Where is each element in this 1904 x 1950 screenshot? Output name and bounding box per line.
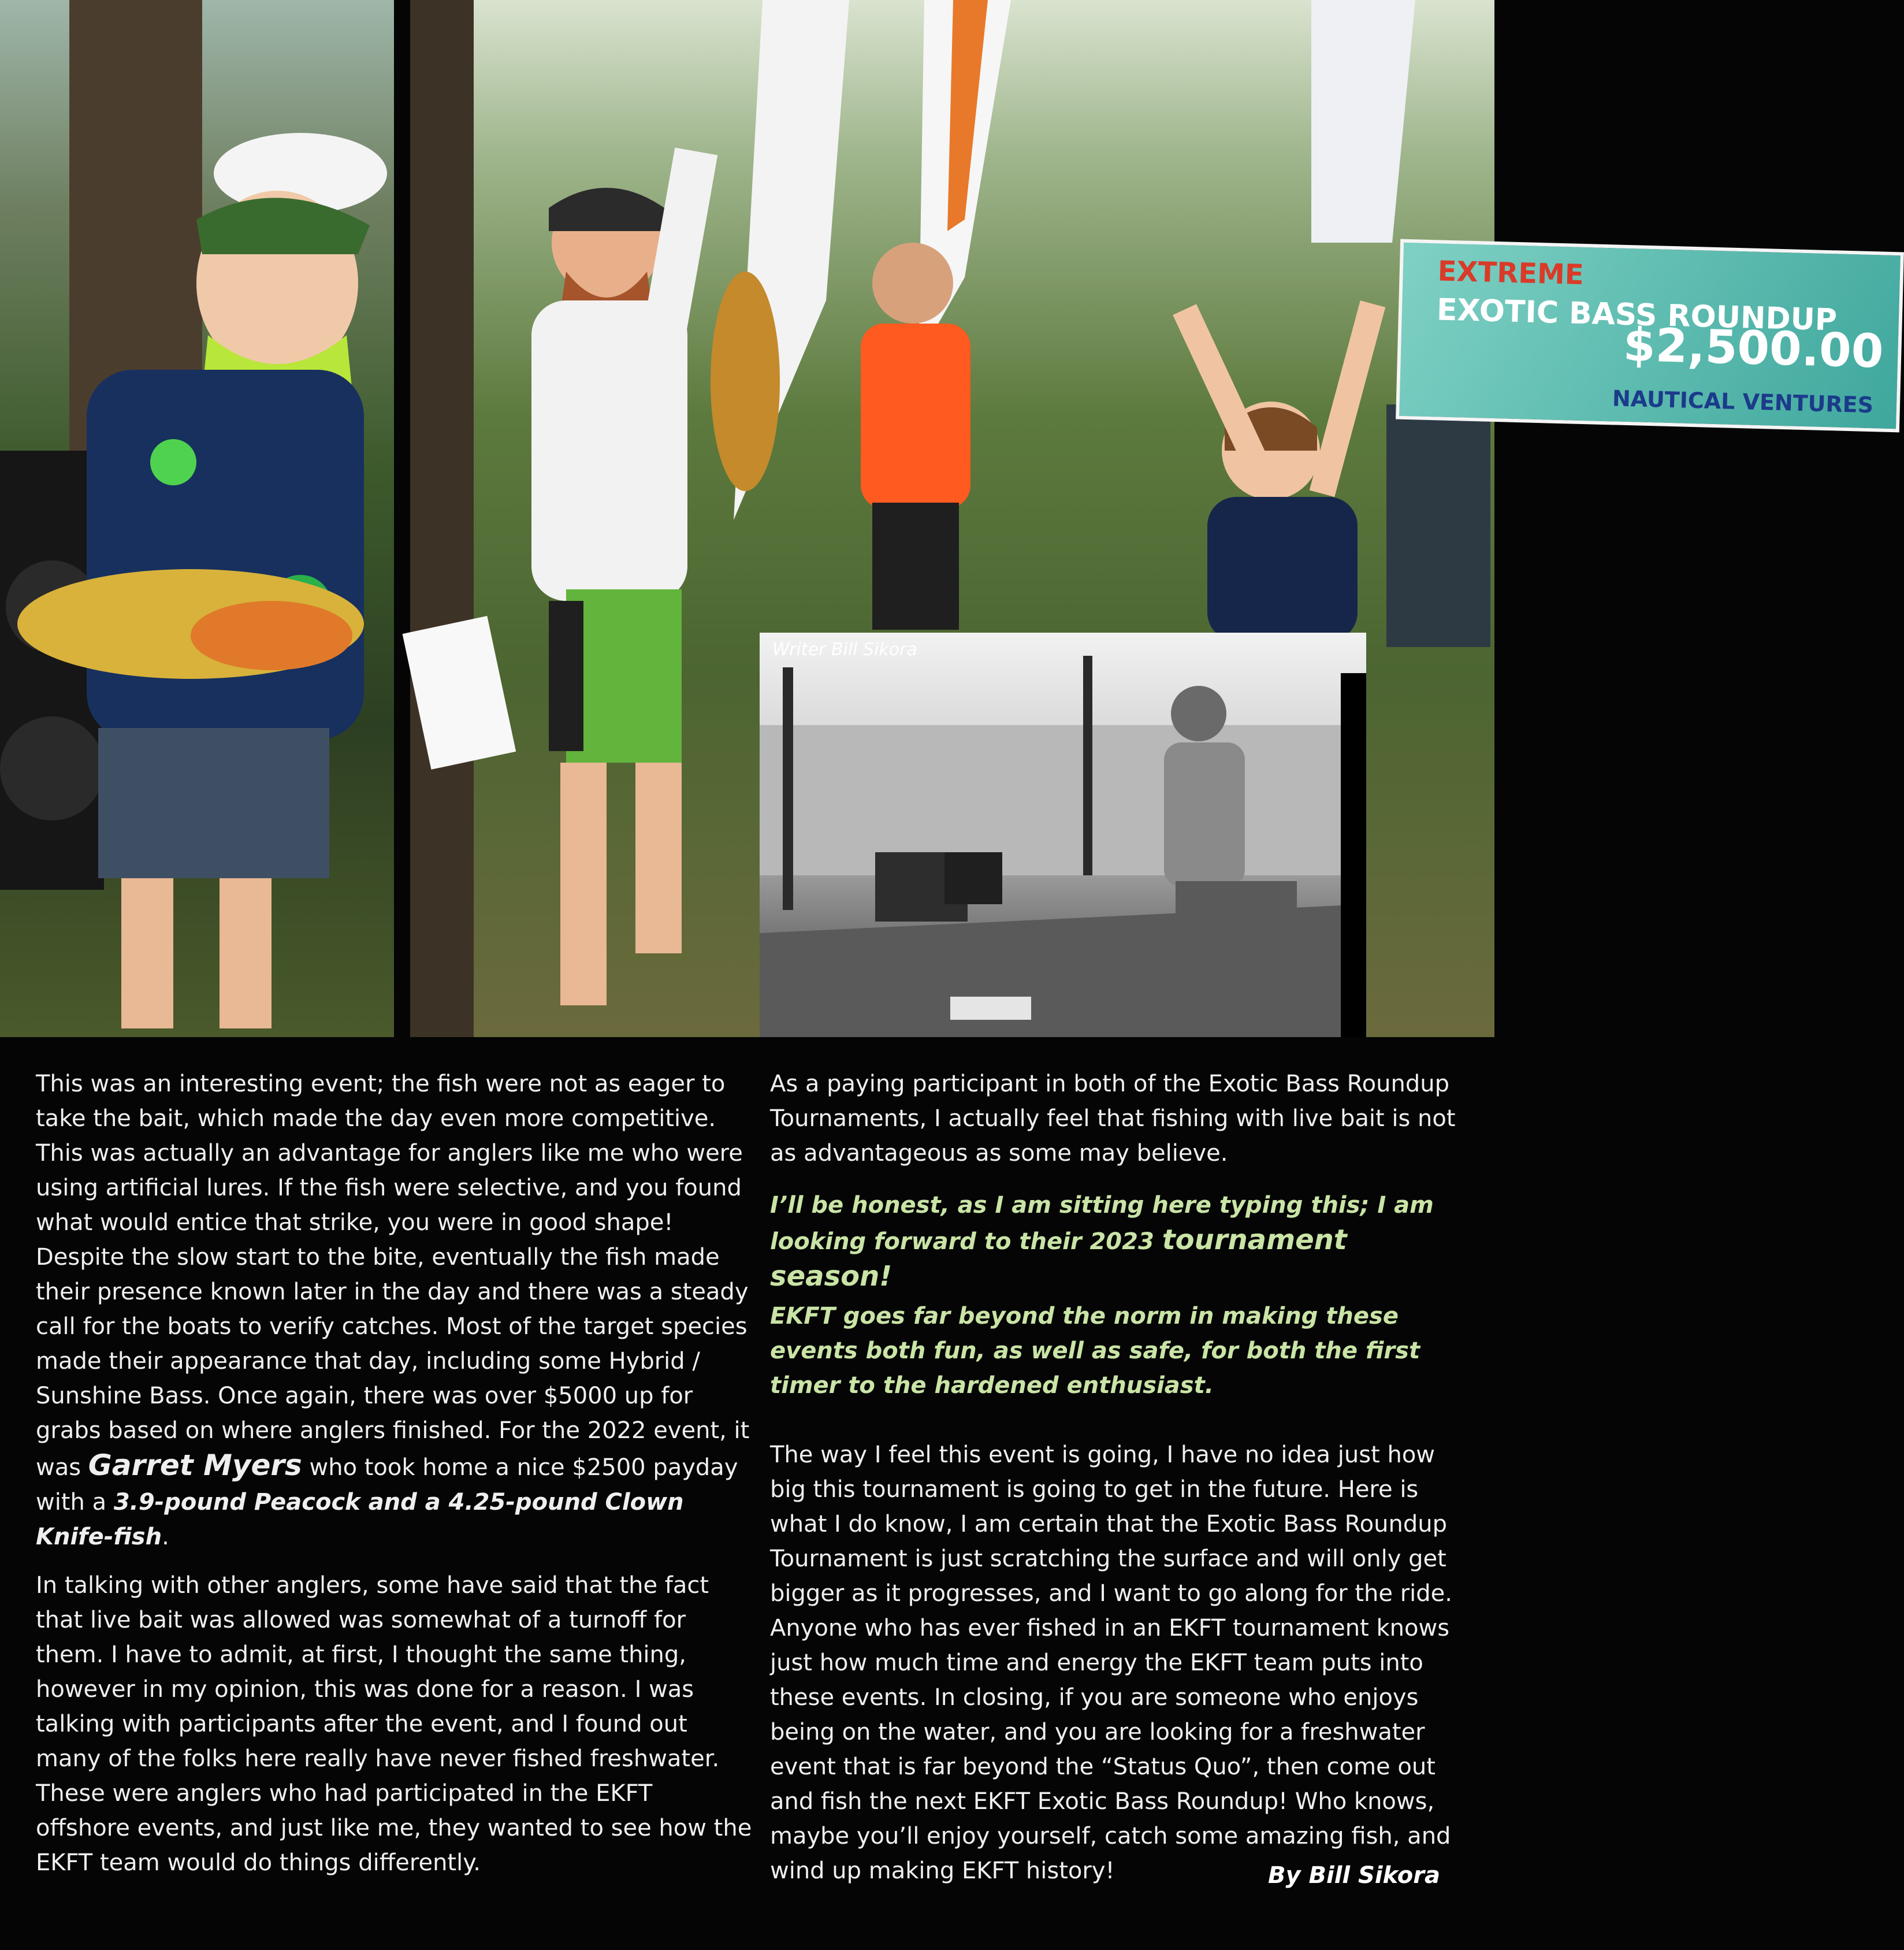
- article-column-left: [36, 1067, 752, 1880]
- pull-quote-text: I’ll be honest, as I am sitting here typing this; I am looking forward to their 2023: [770, 1192, 1434, 1255]
- writer-kayak-photo: [760, 633, 1366, 1037]
- winner-name: Garret Myers: [88, 1448, 302, 1482]
- pull-quote: [770, 1188, 1478, 1295]
- photo-writer-inset: [760, 633, 1366, 1037]
- photo-boy-with-peacock-bass: [0, 0, 394, 1037]
- paragraph: In talking with other anglers, some have said that the fact that live bait was allowed was somewhat of a turnoff for them. I have to admit, at first, I thought the same thing, however in my opinion, this was done for a reason. I was talking with participants after the event, and I found out many of the folks here really have never fished freshwater. These were anglers who had participated in the EKFT offshore events, and just like me, they wanted to see how the EKFT team would do things differently.: [36, 1572, 752, 1876]
- paragraph-text: .: [162, 1524, 169, 1550]
- paragraph-text: who took home a nice $2500 payday with a: [36, 1454, 738, 1516]
- writer-kayak-illustration: [760, 633, 1366, 1037]
- winning-catch: 3.9-pound Peacock and a 4.25-pound Clown Knife-fish: [36, 1489, 684, 1550]
- boy-with-fish-illustration: [0, 0, 394, 1037]
- paragraph: As a paying participant in both of the Exotic Bass Roundup Tournaments, I actually feel that fishing with live bait is not as advantageous as some may believe.: [770, 1071, 1456, 1167]
- check-amount: $2,500.00: [1622, 317, 1884, 378]
- byline: By Bill Sikora: [1268, 1862, 1440, 1889]
- check-brand: EXTREME: [1437, 255, 1585, 291]
- prize-check: [1396, 239, 1904, 433]
- pull-quote-emphasis: tournament season!: [770, 1224, 1347, 1292]
- paragraph-text: This was an interesting event; the fish were not as eager to take the bait, which made the day even more competitive. This was actually an advantage for anglers like me who were using artificial lures. If the fish were selective, and you found what would entice that strike, you were in good shape! Despite the slow start to the bite, eventually the fish made their presence known later in the day and there was a steady call for the boats to verify catches. Most of the target species made their appearance that day, including some Hybrid / Sunshine Bass. Once again, there was over $5000 up for grabs based on where anglers finished. For the 2022 event, it was: [36, 1071, 750, 1481]
- check-title: EXOTIC BASS ROUNDUP: [1436, 292, 1838, 338]
- inset-caption: Writer Bill Sikora: [772, 640, 917, 660]
- check-sponsor: NAUTICAL VENTURES: [1612, 385, 1874, 418]
- paragraph: The way I feel this event is going, I have no idea just how big this tournament is going to get in the future. Here is what I do know, I am certain that the Exotic Bass Roundup Tournament is just scratching the surface and will only get bigger as it progresses, and I want to go along for the ride. Anyone who has ever fished in an EKFT tournament knows just how much time and energy the EKFT team puts into these events. In closing, if you are someone who enjoys being on the water, and you are looking for a freshwater event that is far beyond the “Status Quo”, then come out and fish the next EKFT Exotic Bass Roundup! Who knows, maybe you’ll enjoy yourself, catch some amazing fish, and wind up making EKFT history!: [770, 1442, 1452, 1884]
- inset-shadow: [1341, 673, 1366, 1037]
- pull-quote-continued: EKFT goes far beyond the norm in making these events both fun, as well as safe, for both the first timer to the hardened enthusiast.: [770, 1303, 1420, 1399]
- paragraph: [36, 1067, 752, 1554]
- article-column-right: [770, 1067, 1478, 1888]
